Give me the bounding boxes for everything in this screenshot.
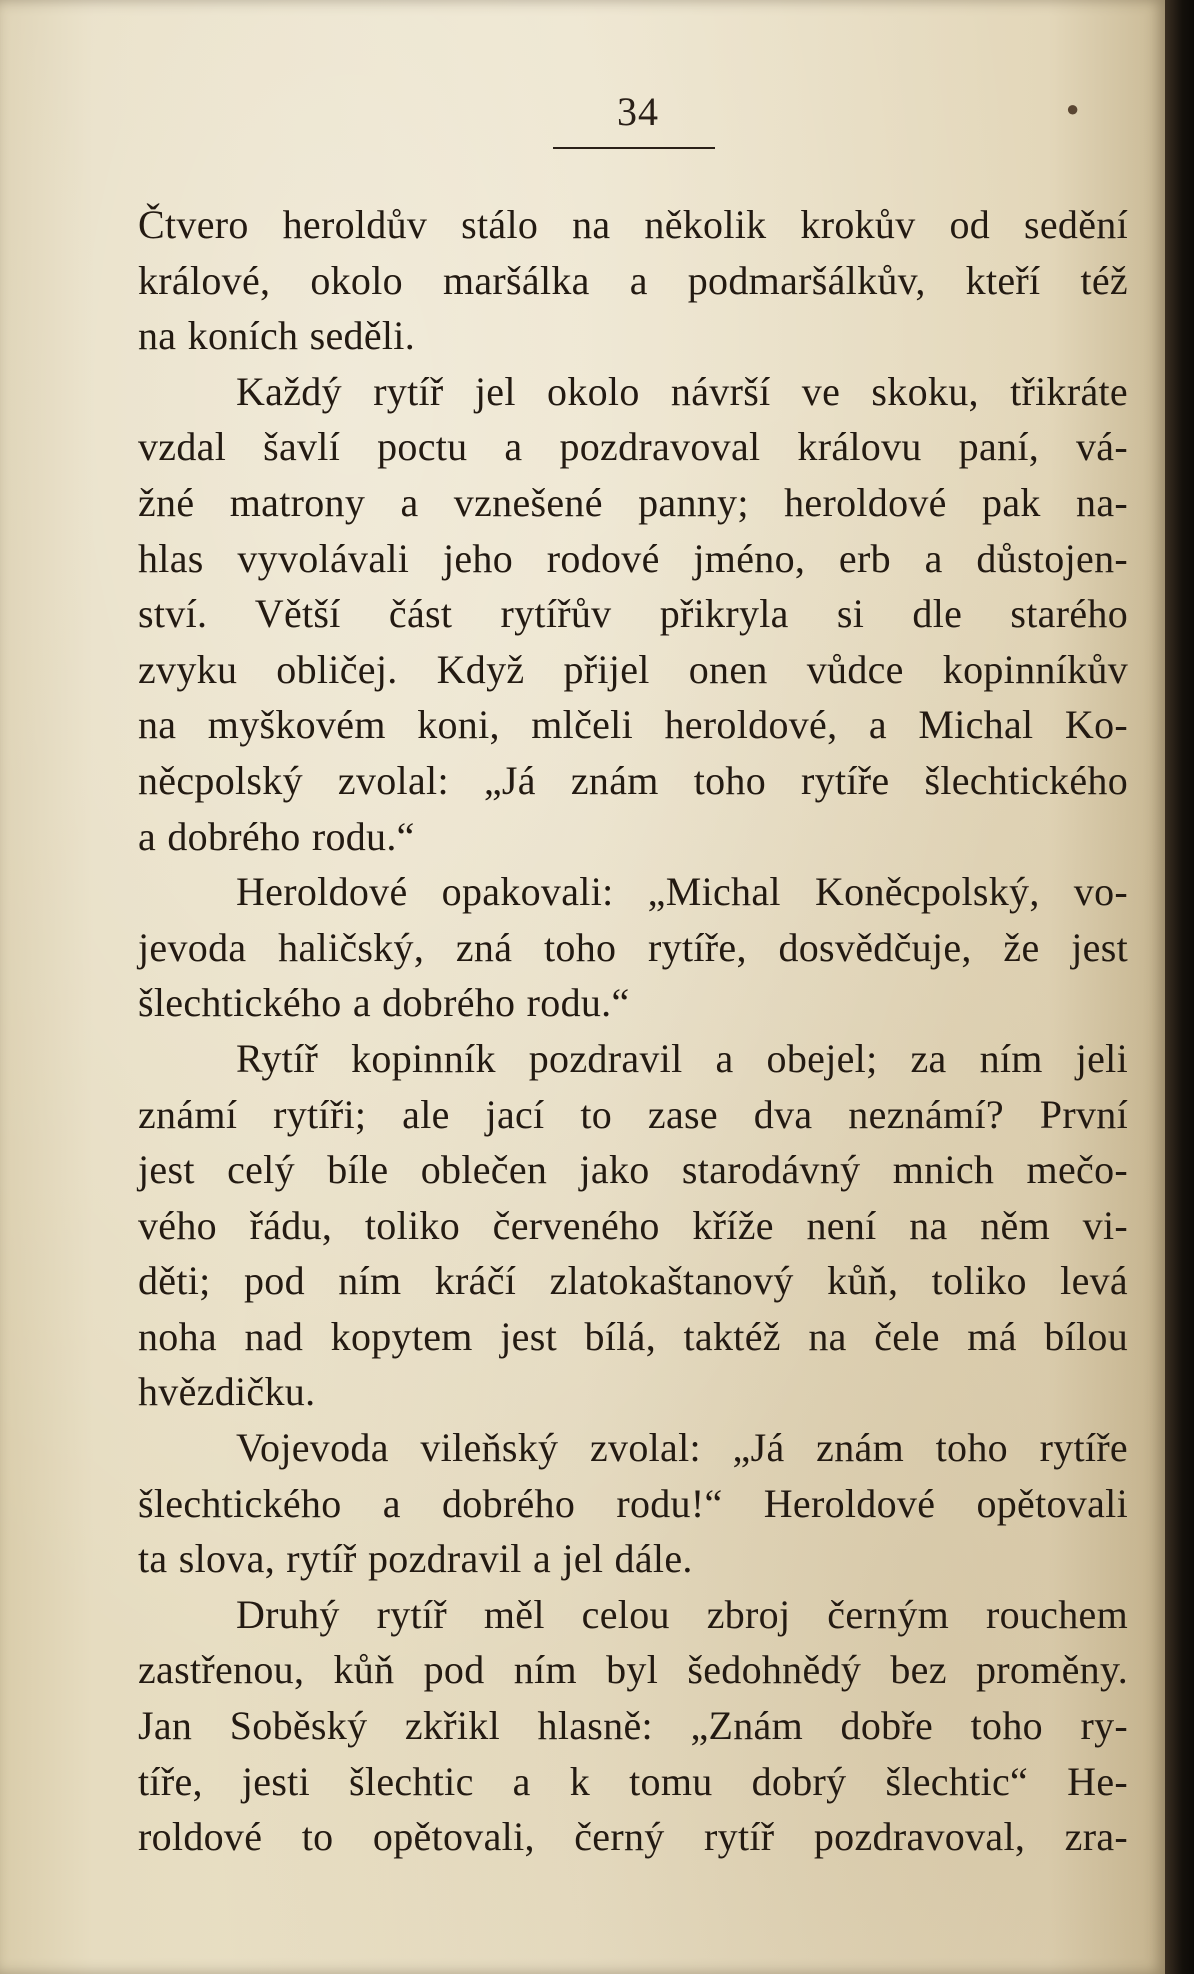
text-line: žné matrony a vznešené panny; heroldové pak na-: [138, 479, 1128, 525]
text-line: Čtvero heroldův stálo na několik krokův od sedění: [138, 202, 1128, 247]
text-line: Druhý rytíř měl celou zbroj černým rouchem: [236, 1591, 1128, 1637]
text-line: zvyku obličej. Když přijel onen vůdce kopinníkův: [138, 646, 1128, 692]
text-line: Rytíř kopinník pozdravil a obejel; za ním jeli: [236, 1035, 1128, 1081]
text-line: Jan Soběský zkřikl hlasně: „Znám dobře toho ry-: [138, 1703, 1128, 1749]
text-line: tíře, jesti šlechtic a k tomu dobrý šlechtic“ He-: [138, 1758, 1128, 1804]
text-line: králové, okolo maršálka a podmaršálkův, kteří též: [138, 257, 1128, 303]
page-number: 34: [617, 89, 659, 134]
text-line: vzdal šavlí poctu a pozdravoval královu paní, vá-: [138, 424, 1128, 470]
text-line: Heroldové opakovali: „Michal Koněcpolský, vo-: [236, 869, 1128, 915]
text-line: známí rytíři; ale jací to zase dva neznámí? První: [138, 1091, 1128, 1137]
text-line: něcpolský zvolal: „Já znám toho rytíře šlechtického: [138, 757, 1128, 803]
text-line: jevoda haličský, zná toho rytíře, dosvědčuje, že jest: [138, 924, 1128, 970]
text-line: jest celý bíle oblečen jako starodávný mnich mečo-: [138, 1147, 1128, 1193]
body-text: [138, 197, 1128, 1865]
text-line: šlechtického a dobrého rodu!“ Heroldové opětovali: [138, 1480, 1128, 1526]
text-line: zastřenou, kůň pod ním byl šedohnědý bez proměny.: [138, 1647, 1128, 1693]
text-line: roldové to opětovali, černý rytíř pozdravoval, zra-: [138, 1814, 1128, 1860]
text-line: noha nad kopytem jest bílá, taktéž na čele má bílou: [138, 1313, 1128, 1359]
text-line: ství. Větší část rytířův přikryla si dle starého: [138, 591, 1128, 637]
text-line: na koních seděli.: [138, 313, 416, 359]
text-line: Vojevoda vileňský zvolal: „Já znám toho rytíře: [236, 1425, 1128, 1471]
text-line: ta slova, rytíř pozdravil a jel dále.: [138, 1536, 693, 1582]
text-line: hvězdičku.: [138, 1369, 316, 1415]
header-rule: [553, 147, 715, 149]
text-line: děti; pod ním kráčí zlatokaštanový kůň, toliko levá: [138, 1258, 1128, 1304]
ink-spot: ●: [1066, 96, 1080, 121]
text-line: a dobrého rodu.“: [138, 813, 415, 859]
text-line: vého řádu, toliko červeného kříže není na něm vi-: [138, 1202, 1128, 1248]
text-line: hlas vyvolávali jeho rodové jméno, erb a důstojen-: [138, 535, 1128, 581]
book-spine: [1165, 0, 1194, 1974]
text-line: šlechtického a dobrého rodu.“: [138, 980, 630, 1026]
text-line: Každý rytíř jel okolo návrší ve skoku, třikráte: [236, 368, 1128, 414]
text-line: na myškovém koni, mlčeli heroldové, a Michal Ko-: [138, 702, 1128, 748]
